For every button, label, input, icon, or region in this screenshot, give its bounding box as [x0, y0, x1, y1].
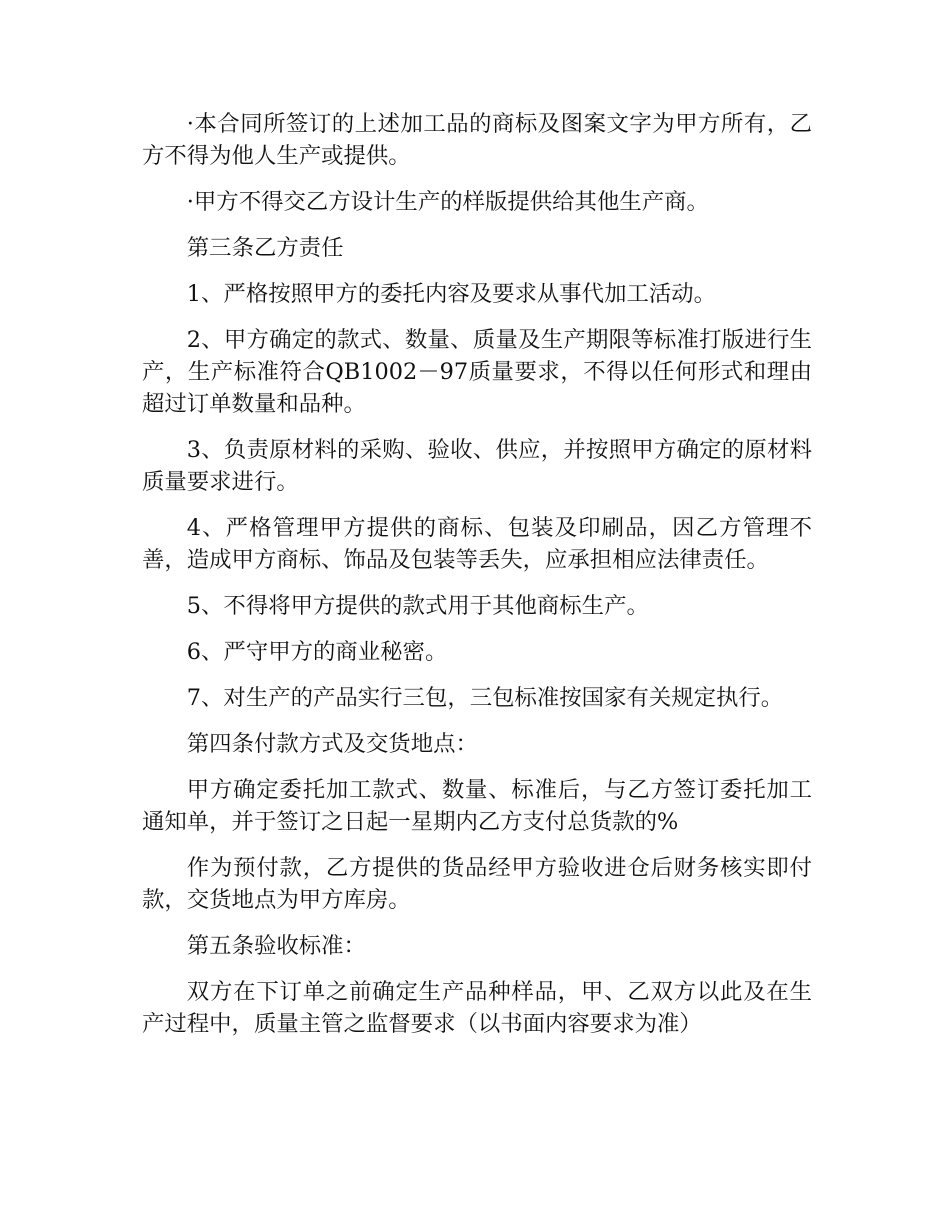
paragraph-advance-payment: 作为预付款，乙方提供的货品经甲方验收进仓后财务核实即付款，交货地点为甲方库房。	[142, 855, 812, 913]
clause-3-3: 3、负责原材料的采购、验收、供应，并按照甲方确定的原材料质量要求进行。	[142, 437, 812, 495]
heading-article-5: 第五条验收标准：	[186, 933, 366, 959]
paragraph-sample-restriction: ·甲方不得交乙方设计生产的样版提供给其他生产商。	[186, 189, 709, 215]
clause-3-4: 4、严格管理甲方提供的商标、包装及印刷品，因乙方管理不善，造成甲方商标、饰品及包装等丢失，应承担相应法律责任。	[142, 515, 812, 573]
heading-article-3: 第三条乙方责任	[186, 235, 344, 261]
paragraph-payment-terms: 甲方确定委托加工款式、数量、标准后，与乙方签订委托加工通知单，并于签订之日起一星期内乙方支付总货款的%	[142, 777, 812, 835]
document-page	[142, 108, 812, 1054]
clause-3-2: 2、甲方确定的款式、数量、质量及生产期限等标准打版进行生产，生产标准符合QB1002－97质量要求，不得以任何形式和理由超过订单数量和品种。	[142, 327, 812, 417]
clause-3-1: 1、严格按照甲方的委托内容及要求从事代加工活动。	[186, 281, 717, 307]
paragraph-trademark-ownership: ·本合同所签订的上述加工品的商标及图案文字为甲方所有，乙方不得为他人生产或提供。	[142, 111, 812, 169]
heading-article-4: 第四条付款方式及交货地点：	[186, 731, 478, 757]
paragraph-acceptance-standard: 双方在下订单之前确定生产品种样品，甲、乙双方以此及在生产过程中，质量主管之监督要求（以书面内容要求为准）	[142, 979, 812, 1037]
clause-3-7: 7、对生产的产品实行三包，三包标准按国家有关规定执行。	[186, 685, 784, 711]
clause-3-5: 5、不得将甲方提供的款式用于其他商标生产。	[186, 593, 649, 619]
clause-3-6: 6、严守甲方的商业秘密。	[186, 639, 448, 665]
